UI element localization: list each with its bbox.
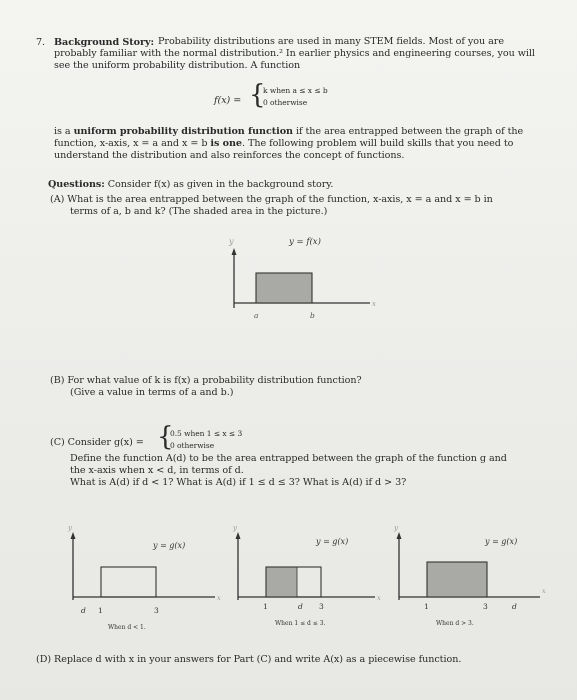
graph-f-y-label: y [229,237,234,246]
background-after-1: is a uniform probability distribution function if the area entrapped between the graph of the [54,126,524,137]
graph-g3-curve-label: y = g(x) [485,537,518,546]
question-c-lhs: (C) Consider g(x) = [50,437,144,448]
graph-g2-y-label: y [233,524,237,532]
graph-g3-caption: When d > 3. [436,620,474,627]
graph-g-case-3 [393,524,546,627]
graph-g3-shaded-area [427,562,487,597]
question-c-line-4: What is A(d) if d < 1? What is A(d) if 1 ≤ d ≤ 3? What is A(d) if d > 3? [70,477,407,488]
f-case-1: k when a ≤ x ≤ b [263,86,328,95]
graph-g1-x-label: x [217,594,221,602]
background-line-1: Probability distributions are used in many STEM fields. Most of you are [158,36,504,47]
graph-g2-tick-d: d [298,602,303,611]
graph-g1-tick-1: 1 [98,606,103,615]
graph-g3-tick-1: 1 [424,602,429,611]
g-case-1: 0.5 when 1 ≤ x ≤ 3 [170,429,243,438]
graph-g3-x-label: x [542,587,546,595]
graph-f-tick-a: a [254,311,259,320]
graph-g1-curve-label: y = g(x) [153,541,186,550]
questions-intro-line: Questions: Consider f(x) as given in the background story. [48,179,334,190]
graph-g3-y-label: y [394,524,398,532]
f-definition-brace: { [249,80,266,110]
graph-g1-tick-d: d [81,606,86,615]
graph-g2-caption: When 1 ≤ d ≤ 3. [275,620,326,627]
graph-g1-rectangle [101,567,156,597]
f-definition-lhs: f(x) = [214,95,242,106]
question-b-line-2: (Give a value in terms of a and b.) [70,387,234,398]
background-after-3: understand the distribution and also reinforces the concept of functions. [54,150,405,161]
question-c-line-3: the x-axis when x < d, in terms of d. [70,465,244,476]
background-after-2: function, x-axis, x = a and x = b is one. The following problem will build skills that you need to [54,138,514,149]
problem-number: 7. [36,37,46,48]
question-d-line: (D) Replace d with x in your answers for Part (C) and write A(x) as a piecewise function. [36,654,462,665]
graph-g2-shaded-area [266,567,297,597]
graph-g2-curve-label: y = g(x) [316,537,349,546]
graph-g2-tick-3: 3 [319,602,324,611]
background-line-2: probably familiar with the normal distribution.² In earlier physics and engineering courses, you will [54,48,535,59]
graph-g1-caption: When d < 1. [108,624,146,631]
question-b-line-1: (B) For what value of k is f(x) a probability distribution function? [50,375,362,386]
graph-g1-tick-3: 3 [154,606,159,615]
question-a-line-1: (A) What is the area entrapped between the graph of the function, x-axis, x = a and x = b in [50,194,493,205]
graph-g3-tick-d: d [512,602,517,611]
graph-g3-tick-3: 3 [483,602,488,611]
question-c-line-2: Define the function A(d) to be the area entrapped between the graph of the function g and [70,453,507,464]
graph-f-x-label: x [372,300,376,308]
g-definition-brace: { [157,422,174,452]
f-case-2: 0 otherwise [263,98,308,107]
background-heading: Background Story: [54,37,155,48]
graph-g1-y-label: y [68,524,72,532]
question-a-line-2: terms of a, b and k? (The shaded area in the picture.) [70,206,328,217]
g-case-2: 0 otherwise [170,441,215,450]
graph-f-curve-label: y = f(x) [289,237,321,247]
graph-g2-tick-1: 1 [263,602,268,611]
graph-f-tick-b: b [310,311,315,320]
background-line-3: see the uniform probability distribution. A function [54,60,301,71]
graph-g-case-2 [232,524,381,627]
graph-g-case-1 [67,524,221,631]
graph-g2-x-label: x [377,594,381,602]
